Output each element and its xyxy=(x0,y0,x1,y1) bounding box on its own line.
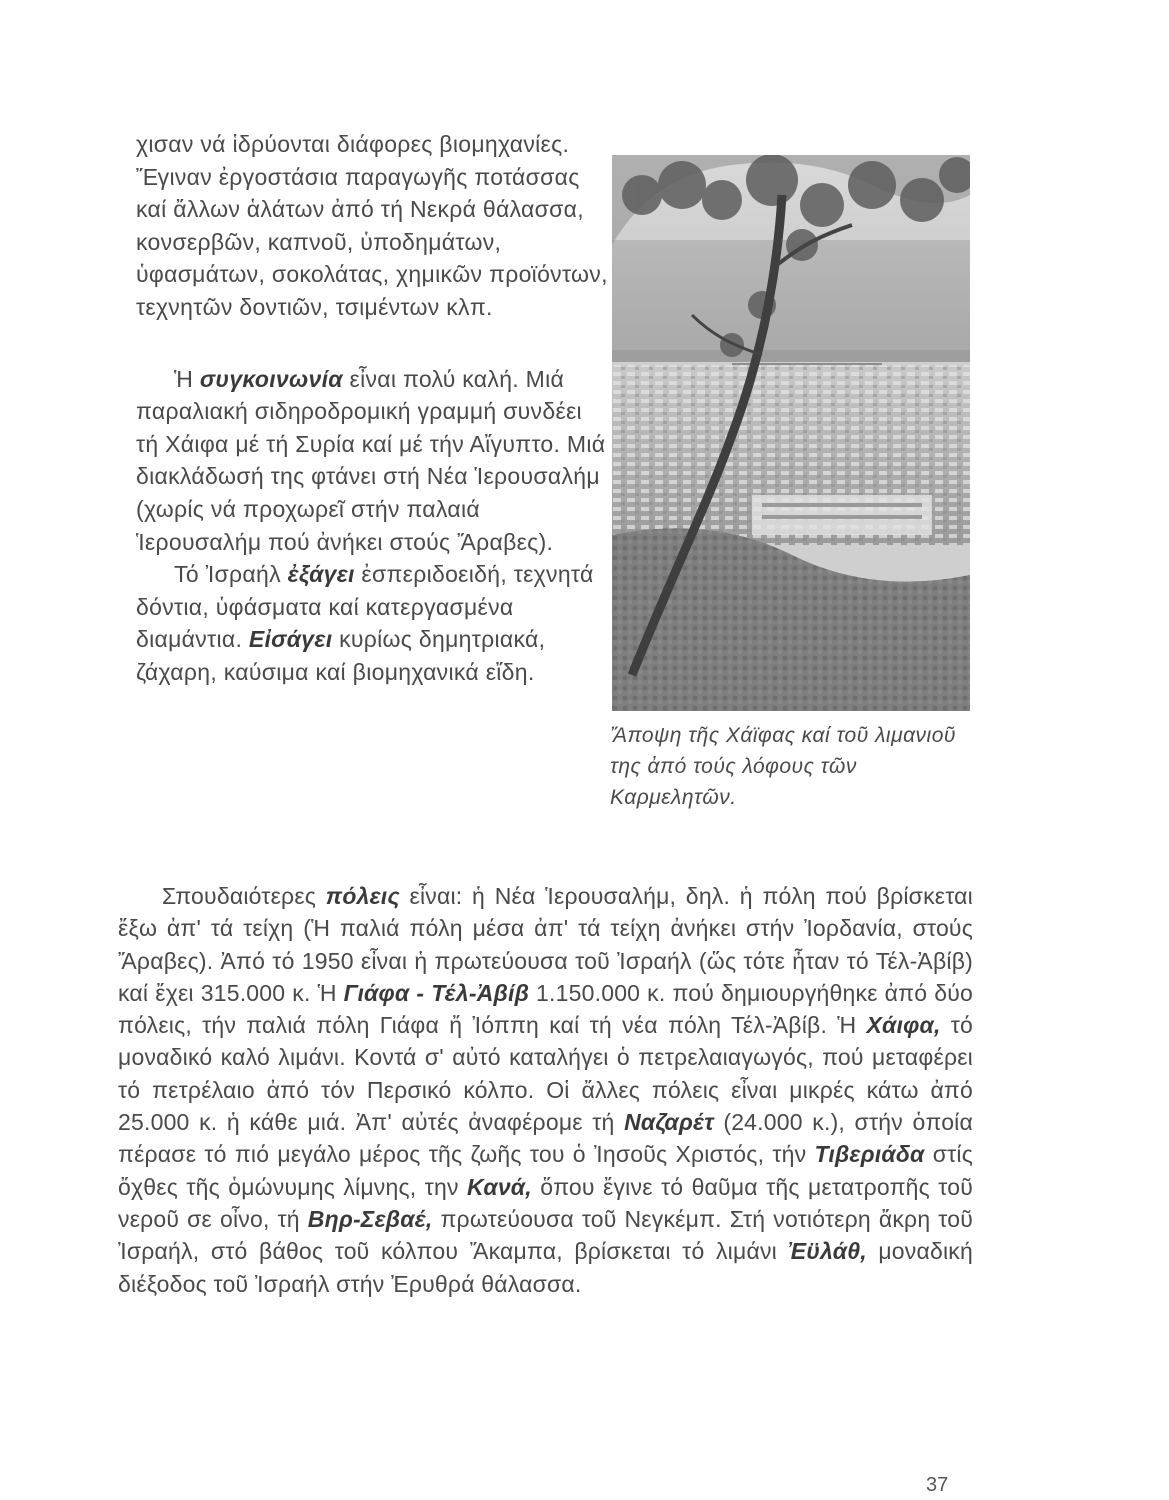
keyword-cities: πόλεις xyxy=(325,883,400,909)
haifa-photo-image xyxy=(612,155,970,711)
city-beersheba: Βηρ-Σεβαέ, xyxy=(307,1205,433,1232)
cities-paragraph: Σπουδαιότερες πόλεις εἶναι: ἡ Νέα Ἱερουσαλήμ, δηλ. ἡ πόλη πού βρίσκεται ἔξω ἀπ' τά τείχη (Ἡ παλιά πόλη μέσα ἀπ' τά τείχη ἀνήκει στήν Ἰορδανία, στούς Ἄραβες). Ἀπό τό 1950 εἶναι ἡ πρωτεύουσα τοῦ Ἰσραήλ (ὥς τότε ἦταν τό Τέλ-Ἀβίβ) καί ἔχει 315.000 κ. Ἡ Γιάφα - Τέλ-Ἀβίβ 1.150.000 κ. πού δημιουργήθηκε ἀπό δύο πόλεις, τήν παλιά πόλη Γιάφα ἤ Ἰόππη καί τή νέα πόλη Τέλ-Ἀβίβ. Ἡ Χάιφα, τό μοναδικό καλό λιμάνι. Κοντά σ' αὐτό καταλήγει ὁ πετρελαιαγωγός, πού μεταφέρει τό πετρέλαιο ἀπό τόν Περσικό κόλπο. Οἱ ἄλλες πόλεις εἶναι μικρές κάτω ἀπό 25.000 κ. ἡ κάθε μιά. Ἀπ' αὐτές ἀναφέρομε τή Ναζαρέτ (24.000 κ.), στήν ὁποία πέρασε τό πιό μεγάλο μέρος τῆς ζωῆς του ὁ Ἰησοῦς Χριστός, τήν Τιβεριάδα στίς ὄχθες τῆς ὁμώνυμης λίμνης, την Κανά, ὅπου ἔγινε τό θαῦμα τῆς μετατροπῆς τοῦ νεροῦ σε οἶνο, τή Βηρ-Σεβαέ, πρωτεύουσα τοῦ Νεγκέμπ. Στή νοτιότερη ἄκρη τοῦ Ἰσραήλ, στό βάθος τοῦ κόλπου Ἄκαμπα, βρίσκεται τό λιμάνι Ἐϋλάθ, μοναδική διέξοδος τοῦ Ἰσραήλ στήν Ἐρυθρά θάλασσα. xyxy=(118,883,974,1297)
cities-section xyxy=(118,880,973,1300)
city-cana: Κανά, xyxy=(466,1173,532,1200)
page-number: 37 xyxy=(926,1474,949,1496)
keyword-transport: συγκοινωνία xyxy=(199,365,343,392)
city-eilat: Ἐϋλάθ, xyxy=(788,1238,867,1265)
transport-paragraph: Ἡ συγκοινωνία εἶναι πολύ καλή. Μιά παραλιακή σιδηροδρομική γραμμή συνδέει τή Χάιφα μέ τή Συρία καί μέ τήν Αἴγυπτο. Μιά διακλάδωσή της φτάνει στή Νέα Ἱερουσαλήμ (χωρίς νά προχωρεῖ στήν παλαιά Ἱερουσαλήμ πού ἀνήκει στούς Ἄραβες). xyxy=(136,365,606,555)
city-jaffa-tel-aviv: Γιάφα - Τέλ-Ἀβίβ xyxy=(343,979,530,1006)
keyword-exports: ἐξάγει xyxy=(287,561,355,588)
haifa-photo xyxy=(612,155,970,711)
trade-paragraph: Τό Ἰσραήλ ἐξάγει ἐσπεριδοειδή, τεχνητά δόντια, ὑφάσματα καί κατεργασμένα διαμάντια. Εἰσάγει κυρίως δημητριακά, ζάχαρη, καύσιμα καί βιομηχανικά εἴδη. xyxy=(136,561,594,685)
city-nazareth: Ναζαρέτ xyxy=(624,1109,714,1136)
industry-paragraph: χισαν νά ἱδρύονται διάφορες βιομηχανίες. Ἔγιναν ἐργοστάσια παραγωγῆς ποτάσσας καί ἄλλων ἁλάτων ἀπό τή Νεκρά θάλασσα, κονσερβῶν, καπνοῦ, ὑποδημάτων, ὑφασμάτων, σοκολάτας, χημικῶν προϊόντων, τεχνητῶν δοντιῶν, τσιμέντων κλπ. xyxy=(136,131,608,320)
photo-caption: Ἄποψη τῆς Χάϊφας καί τοῦ λιμανιοῦ της ἀπό τούς λόφους τῶν Καρμελητῶν. xyxy=(610,724,956,809)
city-haifa: Χάιφα, xyxy=(866,1012,941,1039)
city-tiberias: Τιβεριάδα xyxy=(814,1141,925,1168)
keyword-imports: Εἰσάγει xyxy=(248,626,333,653)
left-text-column xyxy=(136,128,608,689)
